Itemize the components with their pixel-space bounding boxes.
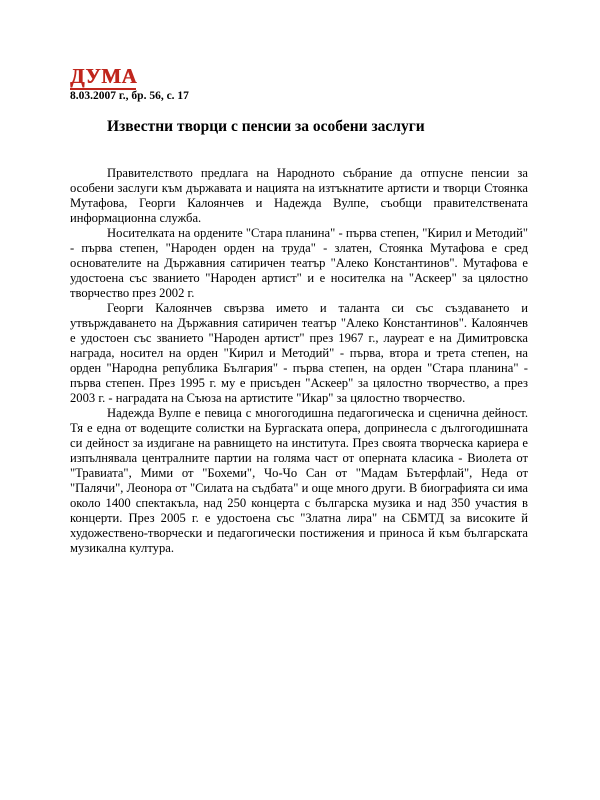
newspaper-logo-text: ДУМА xyxy=(70,64,138,88)
article-paragraph: Носителката на ордените "Стара планина" - първа степен, "Кирил и Методий" - първа степен, "Народен орден на труда" - златен, Стоянка Мутафова е сред основателите на Държавния сатиричен театър "Алеко Константинов". Мутафова е удостоена със званието "Народен артист" и е носителка на "Аскеер" за цялостно творчество през 2002 г. xyxy=(70,226,528,300)
source-line: 8.03.2007 г., бр. 56, с. 17 xyxy=(70,90,189,102)
article-paragraph: Правителството предлага на Народното събрание да отпусне пенсии за особени заслуги към държавата и нацията на изтъкнатите артисти и творци Стоянка Мутафова, Георги Калоянчев и Надежда Вулпе, съобщи правителствената информационна служба. xyxy=(70,166,528,225)
newspaper-logo xyxy=(70,66,136,90)
article-paragraph: Георги Калоянчев свързва името и таланта си със създаването и утвърждаването на Държавния сатиричен театър "Алеко Константинов". Калоянчев е удостоен със званието "Народен артист" през 1967 г., лауреат е на Димитровска награда, носител на орден "Кирил и Методий" - първа, втора и трета степен, на орден "Народна република България" - първа степен, на орден "Стара планина" - първа степен. През 1995 г. му е присъден "Аскеер" за цялостно творчество, а през 2003 г. - наградата на Съюза на артистите "Икар" за цялостно творчество. xyxy=(70,301,528,405)
article-headline: Известни творци с пенсии за особени заслуги xyxy=(107,118,425,135)
article-body xyxy=(70,166,528,556)
article-paragraph: Надежда Вулпе е певица с многогодишна педагогическа и сценична дейност. Тя е една от водещите солистки на Бургаската опера, допринесла с дългогодишната си дейност за издигане на равнището на института. През своята творческа кариера е изпълнявала централните партии на голяма част от оперната класика - Виолета от "Травиата", Мими от "Бохеми", Чо-Чо Сан от "Мадам Бътерфлай", Неда от "Палячи", Леонора от "Силата на съдбата" и още много други. В биографията си има около 1400 спектакъла, над 250 концерта с българска музика и над 350 участия в концерти. През 2005 г. е удостоена със "Златна лира" на СБМТД за високите й художествено-творчески и педагогически постижения и приноса й към българската музикална култура. xyxy=(70,406,528,555)
